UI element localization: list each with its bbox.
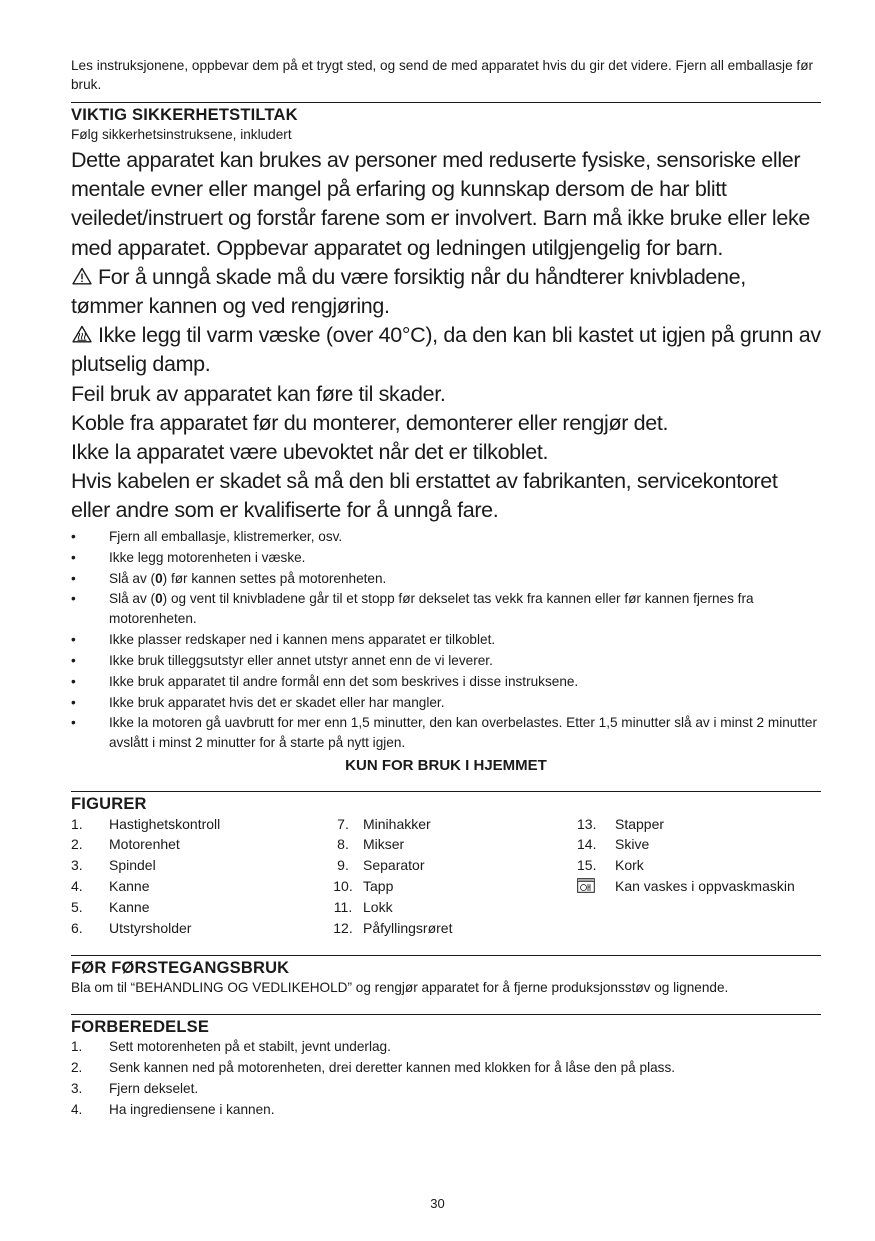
home-use-note: KUN FOR BRUK I HJEMMET (345, 756, 547, 774)
dishwasher-icon (577, 878, 595, 893)
list-item: • Ikke plasser redskaper ned i kannen mens apparatet er tilkoblet. (71, 631, 496, 647)
list-item: • Ikke bruk apparatet til andre formål enn det som beskrives i disse instruksene. (71, 673, 579, 689)
list-item: 3. Fjern dekselet. (71, 1081, 199, 1097)
list-item: 5. Kanne (71, 898, 150, 915)
preparation-title: FORBEREDELSE (71, 1018, 210, 1037)
first-use-text: Bla om til “BEHANDLING OG VEDLIKEHOLD” og rengjør apparatet for å fjerne produksjonsstøv og lignende. (71, 980, 729, 996)
list-item: 10. Tapp (333, 878, 394, 895)
safety-bullet-list (71, 526, 821, 753)
figures-list (71, 814, 821, 939)
list-item: • Ikke la motoren gå uavbrutt for mer enn 1,5 minutter, den kan overbelastes. Etter 1,5 minutter slå av i minst 2 minutter avslått i minst 2 minutter for å starte på nytt igjen. (71, 714, 817, 750)
list-item: 14. Skive (577, 836, 650, 853)
figures-column (71, 814, 323, 939)
list-item: • Ikke bruk tilleggsutstyr eller annet utstyr annet enn de vi leverer. (71, 652, 493, 668)
list-item: 7. Minihakker (337, 815, 431, 832)
list-item: • Ikke legg motorenheten i væske. (71, 549, 306, 565)
list-item: 2. Motorenhet (71, 836, 180, 853)
warning-triangle-icon (72, 267, 92, 285)
list-item: • Ikke bruk apparatet hvis det er skadet eller har mangler. (71, 694, 445, 710)
warning-hot-liquid-text: Ikke legg til varm væske (over 40°C), da den kan bli kastet ut igjen på grunn av plutselig damp. (71, 323, 821, 377)
list-item: 13. Stapper (577, 815, 665, 832)
list-item: Kan vaskes i oppvaskmaskin (577, 876, 795, 897)
list-item: 11. Lokk (333, 898, 393, 915)
list-item: 4. Kanne (71, 878, 150, 895)
list-item: 9. Separator (337, 857, 425, 874)
list-item: 2. Senk kannen ned på motorenheten, drei deretter kannen med klokken for å låse den på plass. (71, 1060, 676, 1076)
list-item: 8. Mikser (337, 836, 405, 853)
preparation-section (71, 1015, 821, 1120)
document-page (71, 56, 821, 1121)
first-use-title: FØR FØRSTEGANGSBRUK (71, 959, 290, 978)
list-item: 1. Sett motorenheten på et stabilt, jevnt underlag. (71, 1039, 391, 1055)
warning-knife-text: For å unngå skade må du være forsiktig når du håndterer knivbladene, tømmer kannen og ved rengjøring. (71, 264, 746, 319)
warning-hot-liquid (71, 321, 821, 379)
list-item: 1. Hastighetskontroll (71, 815, 221, 832)
safety-line: Koble fra apparatet før du monterer, demonterer eller rengjør det. (71, 410, 669, 435)
list-item: 3. Spindel (71, 857, 156, 874)
list-item: 6. Utstyrsholder (71, 919, 192, 936)
safety-subtitle: Følg sikkerhetsinstruksene, inkludert (71, 127, 292, 142)
safety-paragraph: Dette apparatet kan brukes av personer med reduserte fysiske, sensoriske eller mentale evner eller mangel på erfaring og kunnskap dersom de har blitt veiledet/instruert og forstår farene som er involvert. Barn må ikke bruke eller leke med apparatet. Oppbevar apparatet og ledningen utilgjengelig for barn. (71, 148, 810, 260)
intro-text: Les instruksjonene, oppbevar dem på et trygt sted, og send de med apparatet hvis du gir det videre. Fjern all emballasje før bruk. (71, 58, 814, 92)
safety-section (71, 103, 821, 777)
list-item: • Slå av (0) og vent til knivbladene går til et stopp før dekselet tas vekk fra kannen eller før kannen fjernes fra motorenheten. (71, 590, 754, 626)
list-item: 12. Påfyllingsrøret (333, 919, 453, 936)
list-item: 15. Kork (577, 857, 644, 874)
page-number: 30 (430, 1196, 445, 1211)
figures-column (577, 814, 795, 939)
warning-knife (71, 263, 821, 321)
first-use-section (71, 956, 821, 997)
hot-liquid-warning-icon (72, 325, 92, 343)
list-item: • Fjern all emballasje, klistremerker, osv. (71, 528, 343, 544)
list-item: • Slå av (0) før kannen settes på motorenheten. (71, 570, 387, 586)
safety-line: Feil bruk av apparatet kan føre til skader. (71, 381, 446, 406)
safety-title: VIKTIG SIKKERHETSTILTAK (71, 106, 298, 124)
figures-column (323, 814, 577, 939)
figures-title: FIGURER (71, 794, 147, 813)
figures-section (71, 792, 821, 939)
safety-line: Hvis kabelen er skadet så må den bli erstattet av fabrikanten, servicekontoret eller andre som er kvalifiserte for å unngå fare. (71, 469, 778, 523)
preparation-steps (71, 1037, 821, 1120)
safety-line: Ikke la apparatet være ubevoktet når det er tilkoblet. (71, 440, 549, 465)
list-item: 4. Ha ingrediensene i kannen. (71, 1101, 275, 1117)
